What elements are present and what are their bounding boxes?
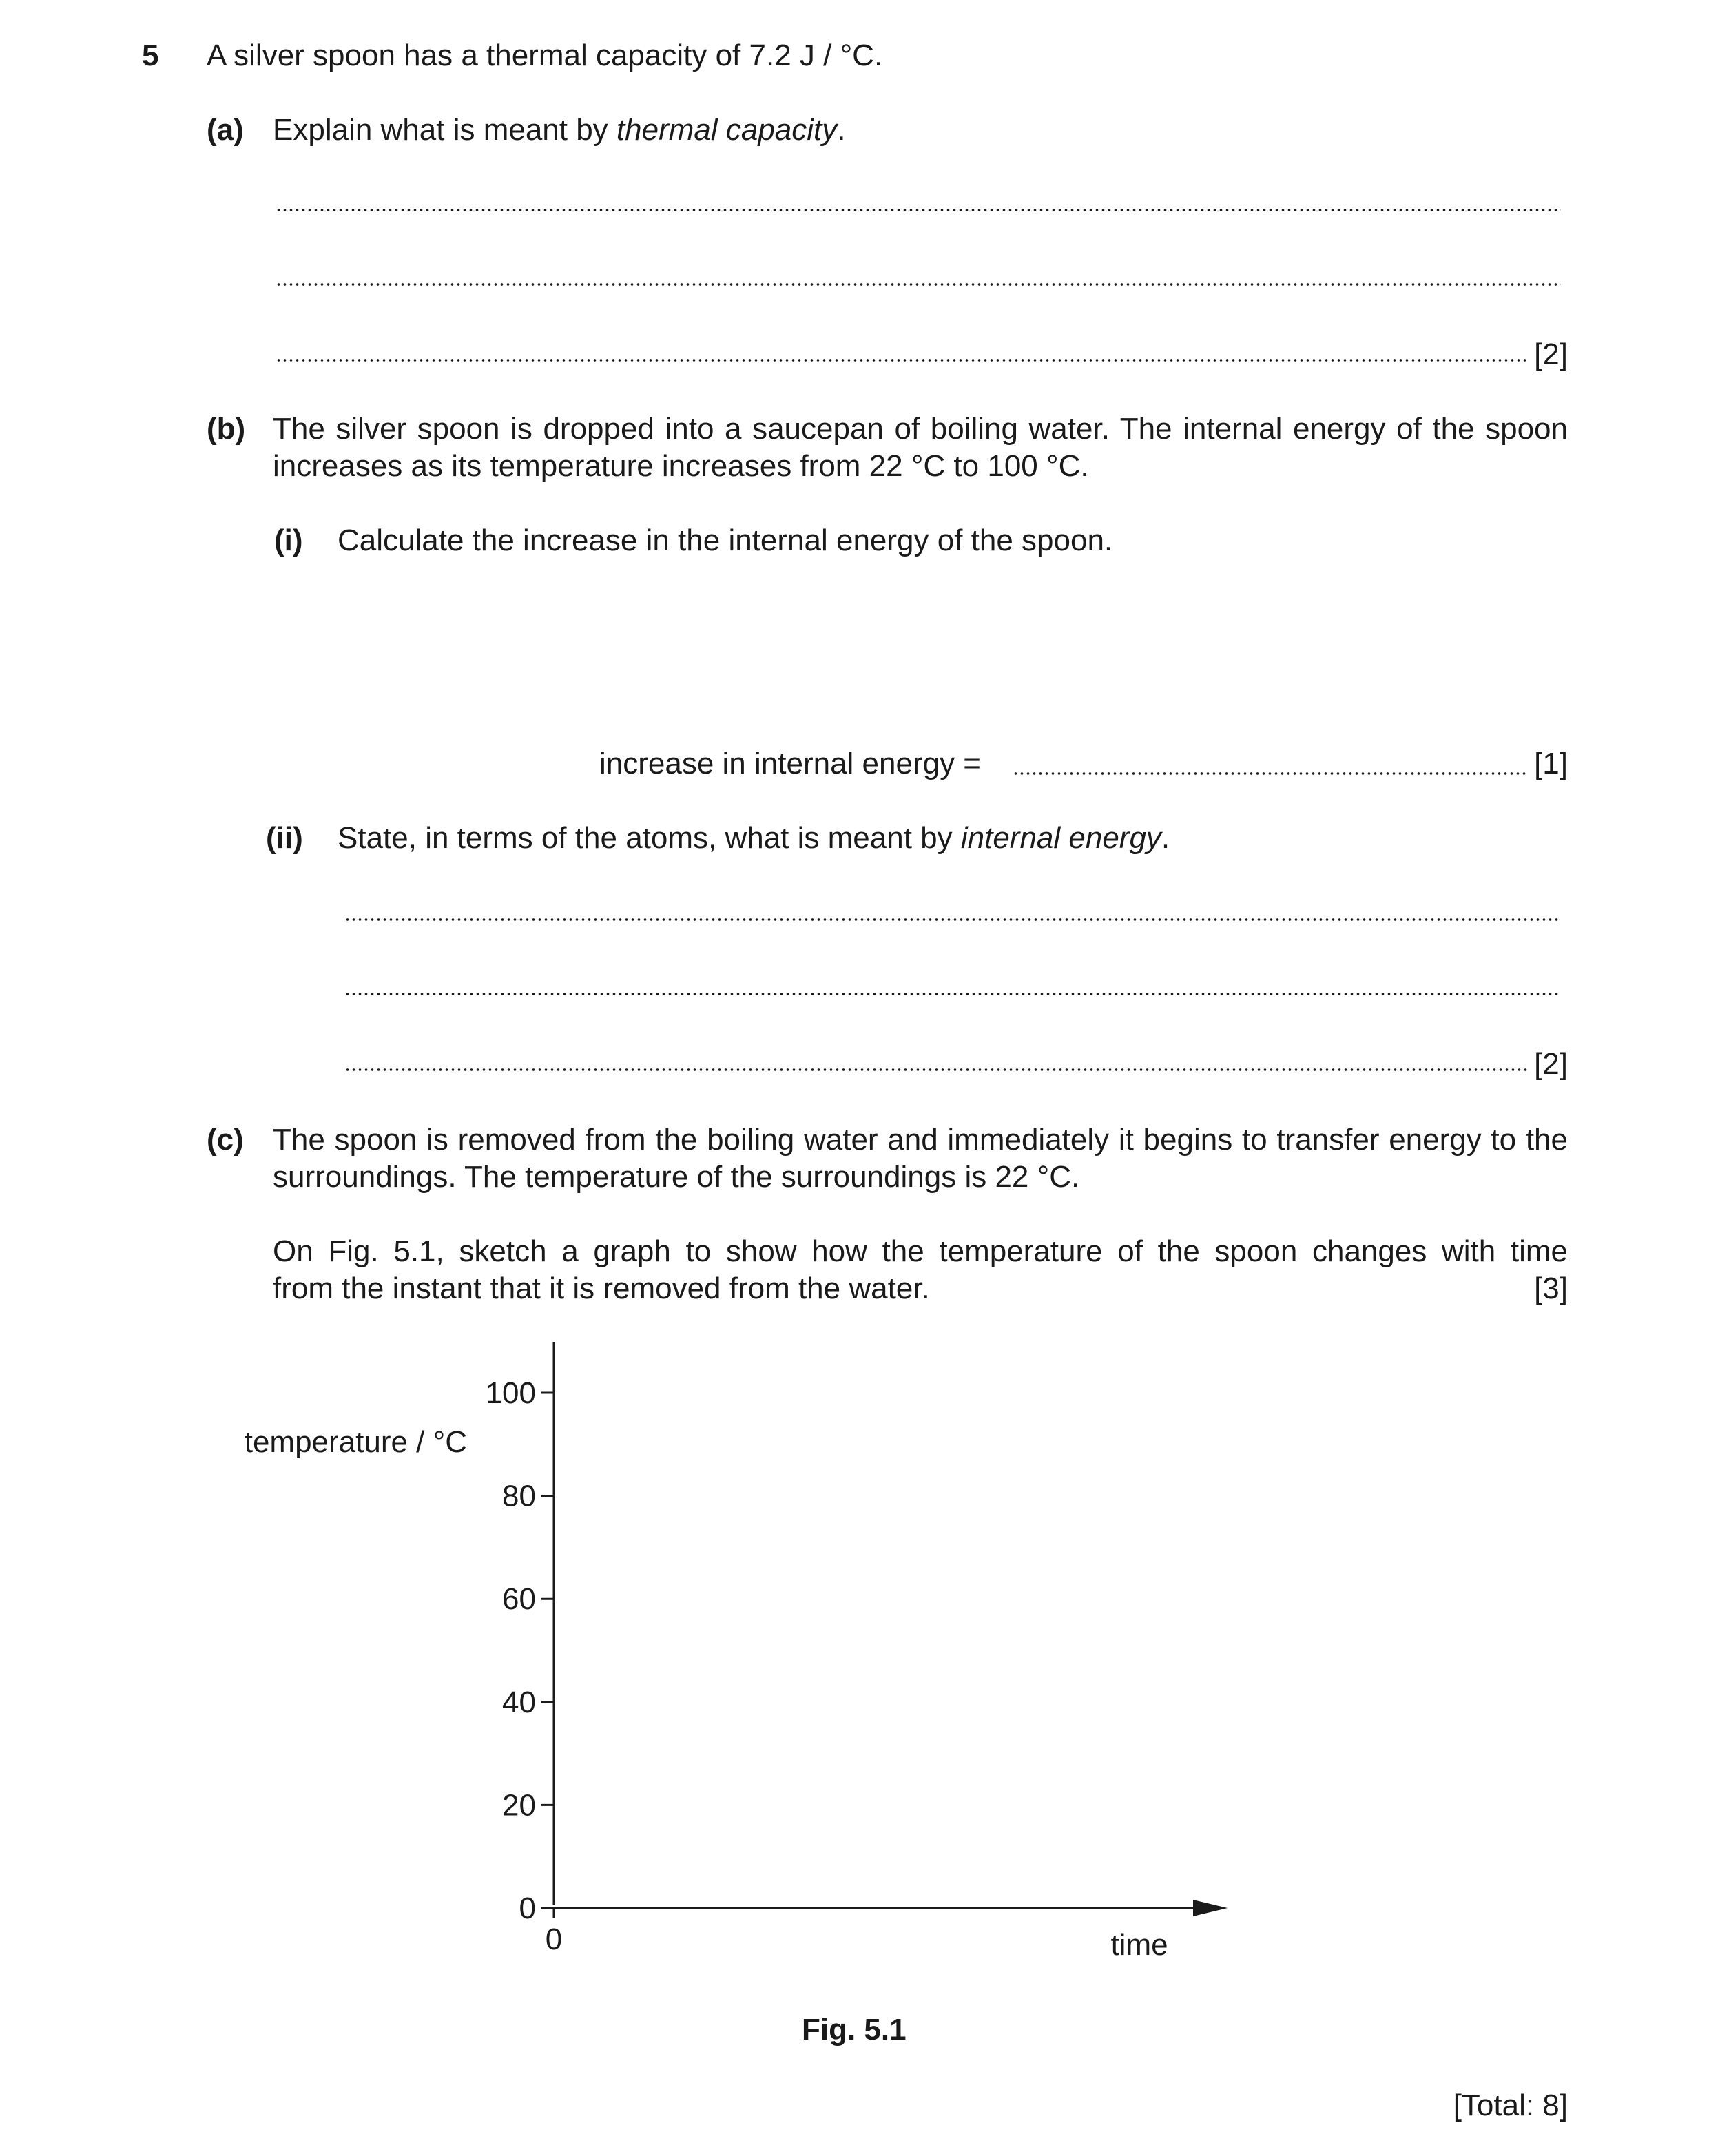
part-b-ii-prompt-start: State, in terms of the atoms, what is meant by <box>338 821 961 855</box>
part-b-ii-marks: [2] <box>1534 1047 1568 1081</box>
y-tick-label: 40 <box>502 1685 536 1719</box>
part-b-ii-prompt-term: internal energy <box>960 821 1161 855</box>
part-c-text: The spoon is removed from the boiling water and immediately it begins to transfer energy to the surroundings. The temperature of the surroundings is 22 °C. <box>273 1123 1568 1194</box>
x-axis-label: time <box>1110 1928 1168 1962</box>
y-axis-label: temperature / °C <box>244 1425 467 1459</box>
y-tick-label: 60 <box>502 1582 536 1617</box>
part-c-label: (c) <box>207 1123 244 1157</box>
part-c-marks: [3] <box>1534 1272 1568 1305</box>
question-stem: A silver spoon has a thermal capacity of 7.2 J / °C. <box>207 39 883 72</box>
part-c-instruction: On Fig. 5.1, sketch a graph to show how the temperature of the spoon changes with time <box>273 1234 1568 1268</box>
part-b-text: The silver spoon is dropped into a saucepan of boiling water. The internal energy of the spoon increases as its temperature increases from 22 °C to 100 °C. <box>273 412 1568 483</box>
figure-caption: Fig. 5.1 <box>802 2013 907 2046</box>
x-tick-label: 0 <box>545 1922 563 1956</box>
part-b-ii-label: (ii) <box>266 821 303 855</box>
graph-axes <box>548 1342 1228 1916</box>
y-tick-label: 80 <box>502 1479 536 1513</box>
y-tick-label: 20 <box>502 1788 536 1823</box>
part-b-i-text: Calculate the increase in the internal energy of the spoon. <box>338 524 1113 557</box>
y-ticks <box>486 1376 554 1925</box>
answer-label: increase in internal energy = <box>599 747 981 780</box>
part-b-label: (b) <box>207 412 246 446</box>
total-marks: [Total: 8] <box>1453 2088 1568 2122</box>
part-a-label: (a) <box>207 113 244 147</box>
x-axis-arrowhead <box>1193 1900 1228 1916</box>
part-a-prompt-term: thermal capacity <box>616 113 838 147</box>
y-tick-label: 100 <box>485 1376 536 1410</box>
part-b-i-marks: [1] <box>1534 747 1568 780</box>
question-number: 5 <box>142 39 159 72</box>
part-a-prompt-start: Explain what is meant by <box>273 113 617 147</box>
part-a-marks: [2] <box>1534 338 1568 371</box>
part-b-ii-prompt-end: . <box>1161 821 1170 855</box>
part-a-prompt-end: . <box>837 113 846 147</box>
y-tick-label: 0 <box>519 1891 536 1925</box>
part-c-instruction-2: from the instant that it is removed from the water. <box>273 1272 930 1305</box>
part-b-i-label: (i) <box>274 524 303 557</box>
